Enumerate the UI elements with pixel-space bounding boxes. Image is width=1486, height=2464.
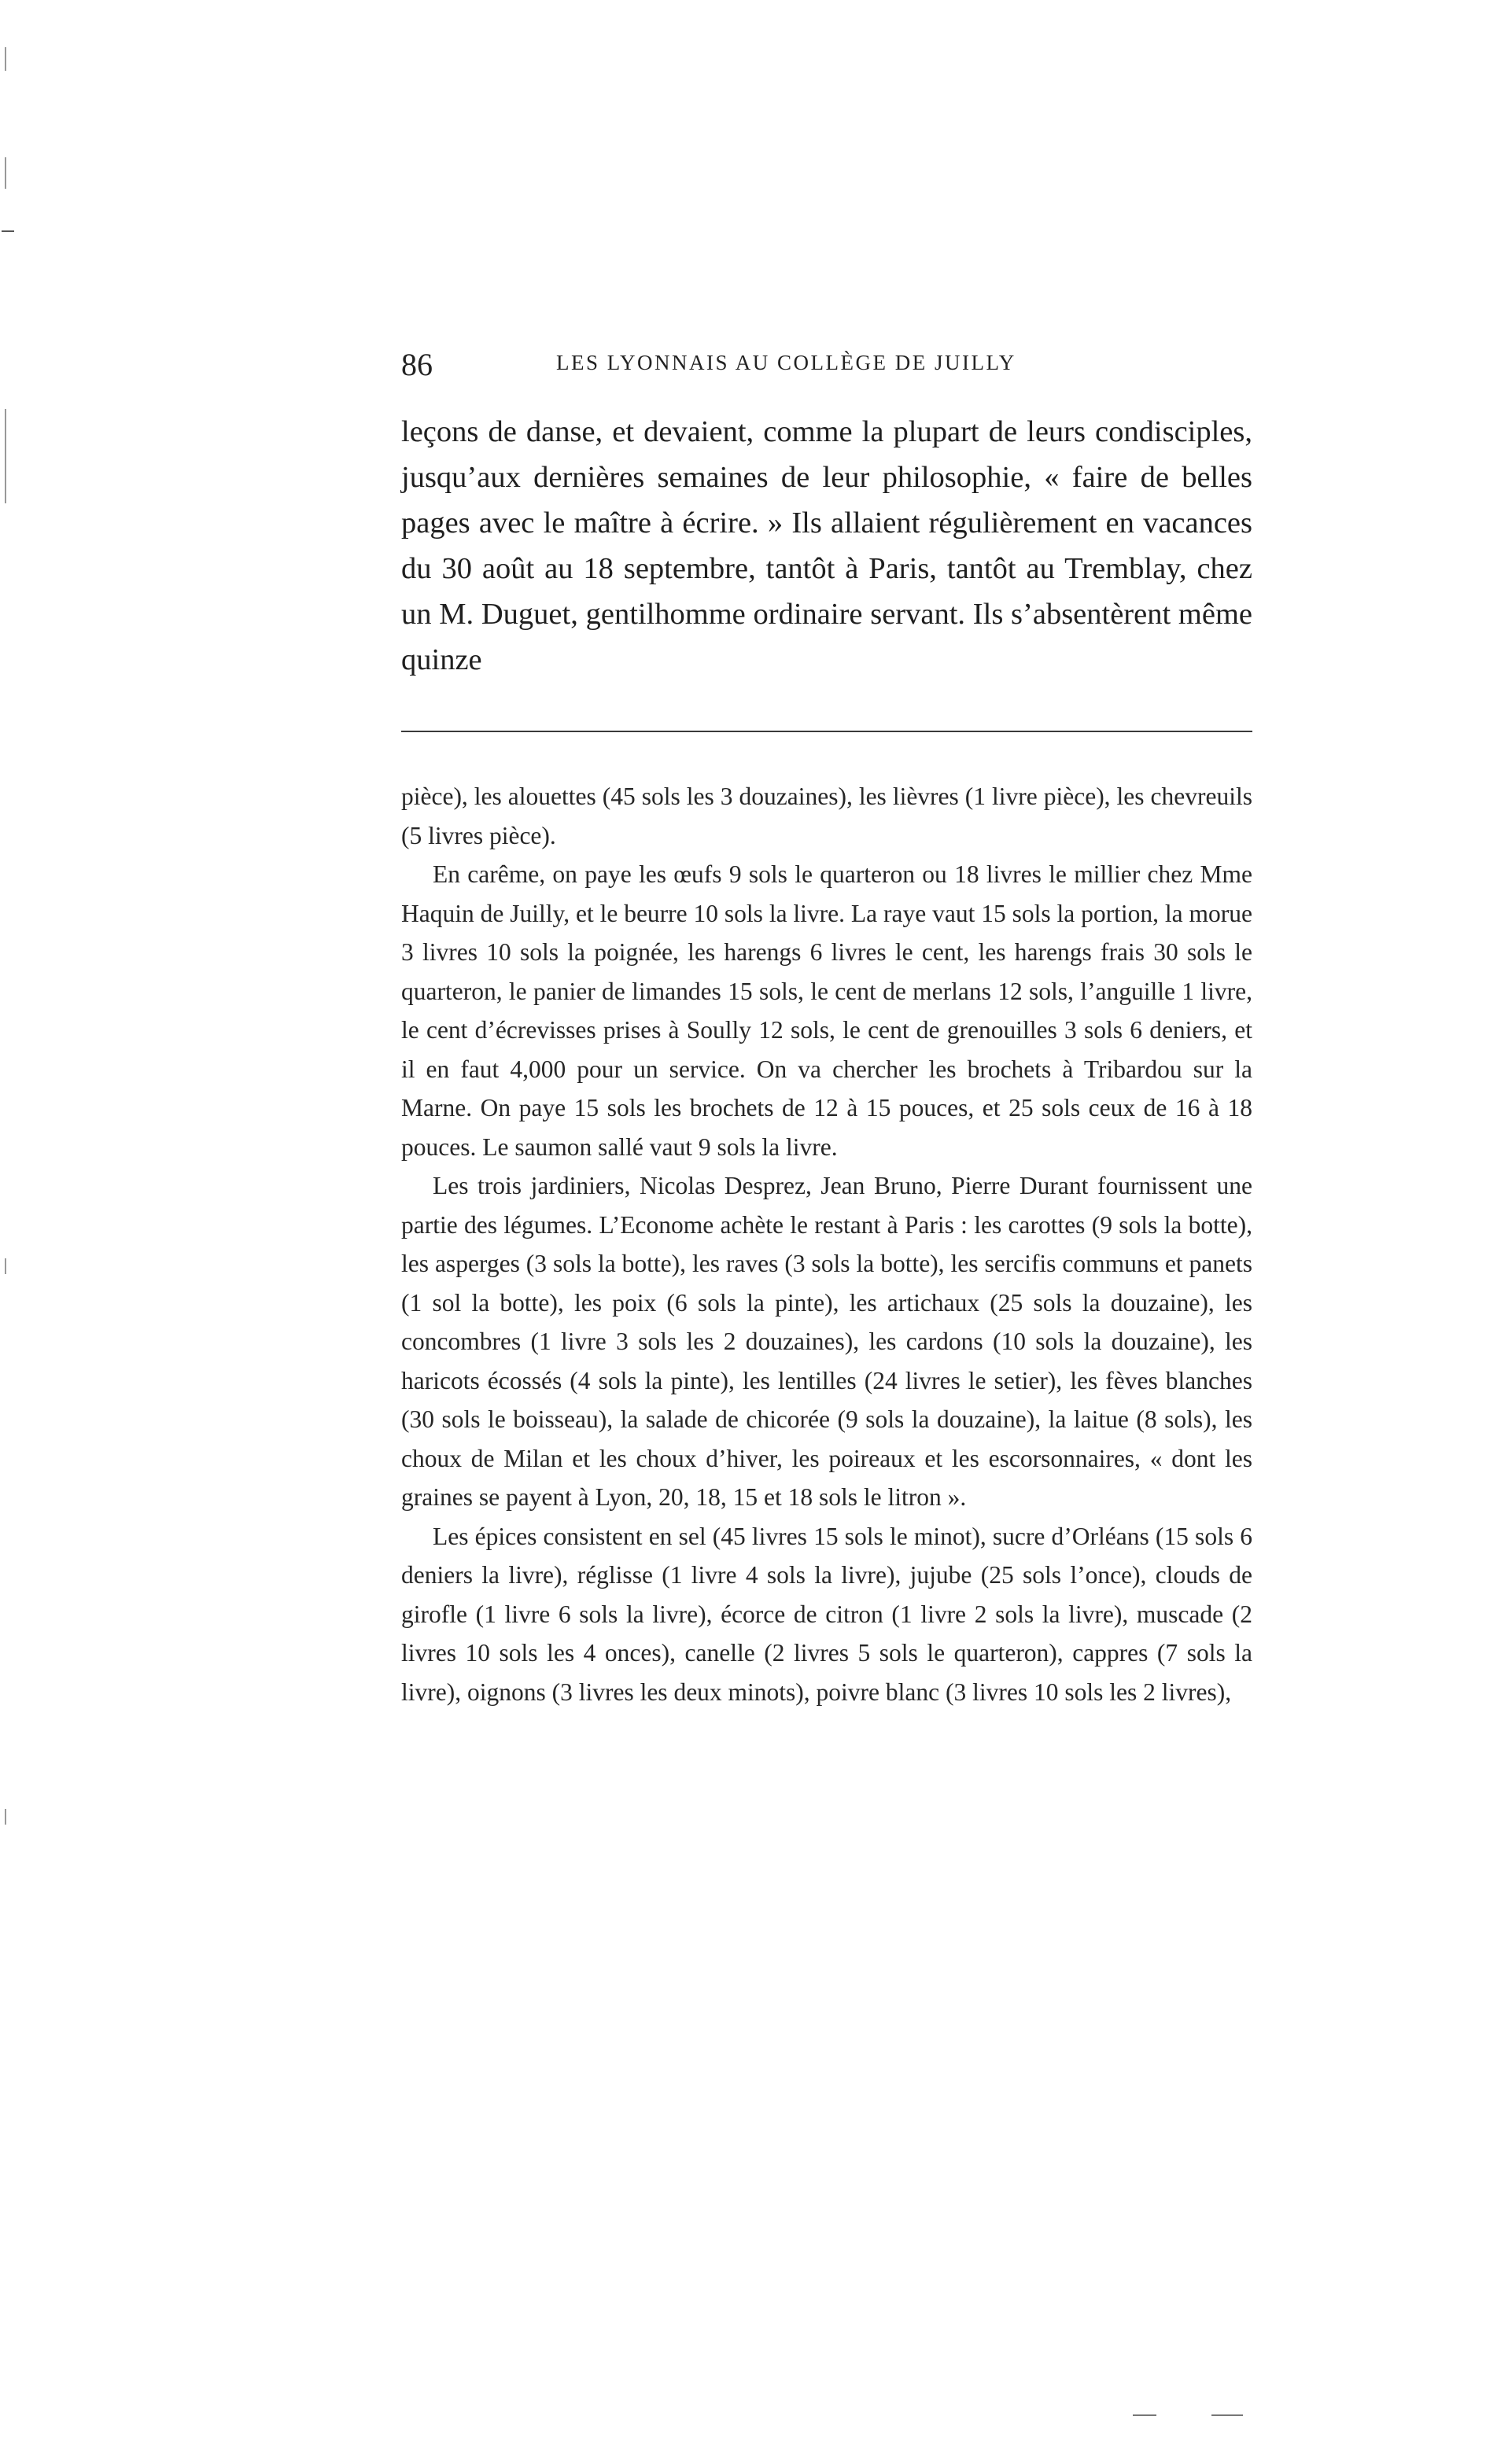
running-title: LES LYONNAIS AU COLLÈGE DE JUILLY — [556, 351, 1016, 374]
margin-dash — [2, 230, 14, 232]
margin-mark — [5, 47, 6, 71]
footnote-paragraph: En carême, on paye les œufs 9 sols le quarteron ou 18 livres le millier chez Mme Haquin de Juilly, et le beurre 10 sols la livre. La raye vaut 15 sols la portion, la morue 3 livres 10 sols la poignée, les harengs 6 livres le cent, les harengs frais 30 sols le quarteron, le panier de limandes 15 sols, le cent de merlans 12 sols, l’anguille 1 livre, le cent d’écrevisses prises à Soully 12 sols, le cent de grenouilles 3 sols 6 deniers, et il en faut 4,000 pour un service. On va chercher les brochets à Tribardou sur la Marne. On paye 15 sols les brochets de 12 à 15 pouces, et 25 sols ceux de 16 à 18 pouces. Le saumon sallé vaut 9 sols la livre. — [401, 860, 1252, 1161]
margin-mark — [5, 1258, 6, 1274]
margin-mark — [5, 1809, 6, 1825]
footnote-paragraph: Les épices consistent en sel (45 livres 15 sols le minot), sucre d’Orléans (15 sols 6 deniers la livre), réglisse (1 livre 4 sols la livre), jujube (25 sols l’once), clouds de girofle (1 livre 6 sols la livre), écorce de citron (1 livre 2 sols la livre), muscade (2 livres 10 sols les 4 onces), canelle (2 livres 5 sols le quarteron), cappres (7 sols la livre), oignons (3 livres les deux minots), poivre blanc (3 livres 10 sols les 2 livres), — [401, 1522, 1252, 1706]
page-number: 86 — [401, 347, 433, 382]
footnotes — [401, 777, 1252, 1711]
scan-artifact-dash — [1133, 2414, 1156, 2416]
footnote-separator-rule — [401, 731, 1252, 732]
scan-margin-marks — [0, 0, 16, 2464]
scan-artifact-dash — [1211, 2414, 1243, 2416]
margin-mark — [5, 409, 6, 503]
main-body-text: leçons de danse, et devaient, comme la plupart de leurs condisciples, jusqu’aux dernières semaines de leur philosophie, « faire de belles pages avec le maître à écrire. » Ils allaient régulièrement en vacances du 30 août au 18 septembre, tantôt à Paris, tantôt au Tremblay, chez un M. Duguet, gentilhomme ordinaire servant. Ils s’absentèrent même quinze — [401, 415, 1252, 676]
footnote-paragraph: Les trois jardiniers, Nicolas Desprez, Jean Bruno, Pierre Durant fournissent une partie des légumes. L’Econome achète le restant à Paris : les carottes (9 sols la botte), les asperges (3 sols la botte), les raves (3 sols la botte), les sercifis communs et panets (1 sol la botte), les poix (6 sols la pinte), les artichaux (25 sols la douzaine), les concombres (1 livre 3 sols les 2 douzaines), les cardons (10 sols la douzaine), les haricots écossés (4 sols la pinte), les lentilles (24 livres le setier), les fèves blanches (30 sols le boisseau), la salade de chicorée (9 sols la douzaine), la laitue (8 sols), les choux de Milan et les choux d’hiver, les poireaux et les escorsonnaires, « dont les graines se payent à Lyon, 20, 18, 15 et 18 sols le litron ». — [401, 1172, 1252, 1511]
running-head — [401, 346, 1252, 390]
margin-mark — [5, 157, 6, 189]
footnote-paragraph: pièce), les alouettes (45 sols les 3 douzaines), les lièvres (1 livre pièce), les chevreuils (5 livres pièce). — [401, 783, 1252, 849]
